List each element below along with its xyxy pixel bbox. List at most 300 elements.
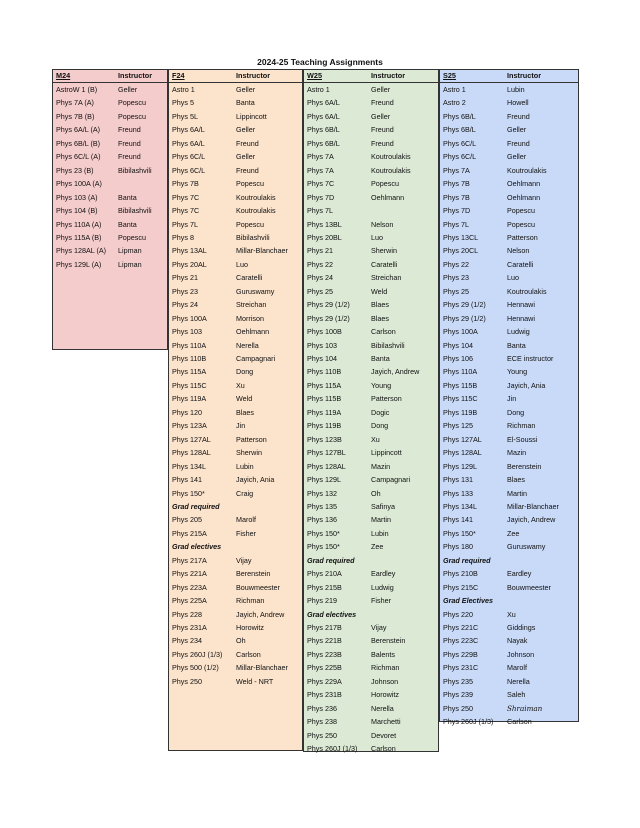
course-code: Phys 6A/L xyxy=(307,111,340,121)
course-code: Phys 250 xyxy=(307,730,337,740)
instructor-name: Popescu xyxy=(507,206,535,216)
course-code: Phys 7B xyxy=(443,192,470,202)
instructor-name: Campagnari xyxy=(236,354,276,363)
course-code: Phys 104 (B) xyxy=(56,206,98,216)
course-row xyxy=(304,298,438,312)
course-code: Phys 6A/L xyxy=(172,125,205,135)
instructor-name: Lippincott xyxy=(371,448,402,458)
instructor-name: Young xyxy=(371,380,392,390)
column-header xyxy=(169,70,302,83)
course-code: Phys 223A xyxy=(172,582,207,592)
instructor-name: Oehlmann xyxy=(236,327,270,337)
course-row xyxy=(440,365,578,379)
course-code: Phys 29 (1/2) xyxy=(443,300,486,310)
instructor-name: Freund xyxy=(118,125,141,135)
course-code: Phys 500 (1/2) xyxy=(172,663,219,673)
instructor-name: Luo xyxy=(236,259,248,269)
course-code: Phys 250 xyxy=(172,676,202,686)
section-label: Grad required xyxy=(307,555,355,565)
course-code: Phys 219 xyxy=(307,596,337,606)
instructor-name: Banta xyxy=(118,192,137,202)
course-row xyxy=(304,661,438,675)
instructor-name: Shraiman xyxy=(507,703,543,713)
course-row xyxy=(440,191,578,205)
course-code: Phys 120 xyxy=(172,407,202,417)
instructor-name: Mazin xyxy=(371,461,391,471)
instructor-name: Vijay xyxy=(236,555,252,565)
instructor-name: Geller xyxy=(507,125,527,135)
course-row xyxy=(304,406,438,420)
instructor-name: Millar-Blanchaer xyxy=(236,663,288,673)
course-row xyxy=(53,164,167,178)
course-code: Phys 7C xyxy=(307,179,335,189)
course-row xyxy=(169,204,302,218)
instructor-name: Ludwig xyxy=(507,327,530,337)
course-row xyxy=(169,513,302,527)
course-code: Astro 1 xyxy=(443,85,466,94)
course-row xyxy=(169,83,302,97)
course-row xyxy=(169,473,302,487)
course-row xyxy=(304,83,438,97)
instructor-name: Popescu xyxy=(118,98,146,108)
course-code: Phys 7B xyxy=(443,179,470,189)
course-code: Phys 29 (1/2) xyxy=(443,313,486,323)
course-code: Phys 134L xyxy=(172,461,206,471)
course-row xyxy=(53,137,167,151)
course-code: Phys 231A xyxy=(172,623,207,632)
course-row xyxy=(304,177,438,191)
course-row xyxy=(169,527,302,541)
course-row xyxy=(304,325,438,339)
instructor-name: Hennawi xyxy=(507,300,535,310)
instructor-name: Johnson xyxy=(371,676,399,686)
course-row xyxy=(304,446,438,460)
course-row xyxy=(304,419,438,433)
course-row xyxy=(53,191,167,205)
course-code: Phys 7B xyxy=(172,179,199,189)
course-code: Phys 129L xyxy=(443,461,477,471)
course-row xyxy=(169,244,302,258)
course-code: Phys 5 xyxy=(172,98,194,108)
course-code: Phys 29 (1/2) xyxy=(307,300,350,310)
course-code: Phys 110A xyxy=(443,367,478,377)
course-code: Phys 7D xyxy=(443,206,471,216)
course-row xyxy=(53,110,167,124)
instructor-name: Carlson xyxy=(371,327,396,337)
instructor-name: Streichan xyxy=(371,273,402,283)
instructor-name: Blaes xyxy=(371,313,389,323)
course-code: Phys 103 xyxy=(307,340,337,350)
course-code: Phys 7L xyxy=(172,219,198,229)
instructor-name: Fisher xyxy=(371,596,391,606)
course-code: Phys 24 xyxy=(307,273,333,283)
course-code: Phys 25 xyxy=(307,286,333,296)
course-row xyxy=(440,271,578,285)
course-code: Phys 134L xyxy=(443,501,477,511)
instructor-name: Freund xyxy=(236,138,259,148)
course-row xyxy=(440,715,578,729)
instructor-name: Marolf xyxy=(507,663,527,673)
instructor-name: Weld xyxy=(236,394,253,404)
instructor-name: Giddings xyxy=(507,623,536,632)
instructor-name: Vijay xyxy=(371,623,387,632)
instructor-name: Freund xyxy=(371,98,394,108)
course-row xyxy=(169,675,302,689)
course-code: Phys 228 xyxy=(172,609,202,619)
instructor-name: Koutroulakis xyxy=(236,206,276,216)
instructor-name: Freund xyxy=(507,111,530,121)
instructor-name: Caratelli xyxy=(236,273,263,283)
instructor-name: Oehlmann xyxy=(371,192,405,202)
instructor-name: Berenstein xyxy=(371,636,406,646)
instructor-name: Oehlmann xyxy=(507,179,541,189)
instructor-name: Berenstein xyxy=(507,461,542,471)
course-row xyxy=(169,110,302,124)
course-row xyxy=(169,446,302,460)
instructor-name: Martin xyxy=(371,515,391,525)
instructor-name: Freund xyxy=(371,125,394,135)
section-heading xyxy=(169,540,302,554)
instructor-name: Martin xyxy=(507,488,527,498)
instructor-name: Sherwin xyxy=(371,246,397,256)
course-row xyxy=(440,379,578,393)
course-row xyxy=(169,312,302,326)
course-row xyxy=(440,648,578,662)
course-row xyxy=(440,661,578,675)
course-code: Phys 215B xyxy=(307,582,342,592)
instructor-name: Weld - NRT xyxy=(236,676,274,686)
course-code: Phys 128AL (A) xyxy=(56,246,107,256)
instructor-name: Campagnari xyxy=(371,475,411,485)
course-row xyxy=(169,191,302,205)
course-code: Phys 22 xyxy=(443,259,469,269)
course-row xyxy=(440,123,578,137)
section-label: Grad required xyxy=(443,555,491,565)
course-code: Phys 210B xyxy=(443,569,478,579)
course-row xyxy=(169,433,302,447)
course-row xyxy=(440,513,578,527)
course-row xyxy=(304,675,438,689)
course-row xyxy=(440,244,578,258)
course-code: Phys 7A xyxy=(307,165,334,175)
course-code: Phys 22 xyxy=(307,259,333,269)
instructor-name: Richman xyxy=(236,596,265,606)
course-code: Phys 150* xyxy=(307,528,340,538)
course-row xyxy=(304,392,438,406)
course-row xyxy=(304,702,438,716)
course-row xyxy=(304,487,438,501)
instructor-name: Morrison xyxy=(236,313,264,323)
course-code: Phys 6B/L (B) xyxy=(56,138,101,148)
course-row xyxy=(304,365,438,379)
instructor-name: Bibilashvili xyxy=(118,165,152,175)
instructor-name: Horowitz xyxy=(371,690,399,700)
course-row xyxy=(440,298,578,312)
course-code: Phys 6C/L xyxy=(443,152,477,162)
course-code: Phys 110A xyxy=(172,340,207,350)
course-row xyxy=(440,527,578,541)
instructor-name: Luo xyxy=(371,232,383,242)
course-code: Phys 235 xyxy=(443,676,473,686)
course-row xyxy=(440,487,578,501)
course-row xyxy=(304,379,438,393)
course-row xyxy=(304,271,438,285)
course-code: Phys 229B xyxy=(443,649,478,659)
instructor-name: Xu xyxy=(507,609,516,619)
course-row xyxy=(53,218,167,232)
course-row xyxy=(53,150,167,164)
course-code: Phys 223B xyxy=(307,649,342,659)
course-code: Phys 217A xyxy=(172,555,207,565)
course-code: Phys 127AL xyxy=(172,434,211,444)
instructor-name: Jayich, Ania xyxy=(507,380,546,390)
course-row xyxy=(169,392,302,406)
course-row xyxy=(440,137,578,151)
course-row xyxy=(440,433,578,447)
course-code: Phys 6C/L xyxy=(443,138,477,148)
instructor-name: Lubin xyxy=(236,461,254,471)
course-row xyxy=(440,150,578,164)
course-row xyxy=(440,110,578,124)
instructor-name: Nelson xyxy=(507,246,530,256)
page-title: 2024-25 Teaching Assignments xyxy=(257,57,383,67)
course-row xyxy=(169,164,302,178)
term-label: F24 xyxy=(172,71,185,80)
course-code: Phys 225B xyxy=(307,663,342,673)
course-code: Phys 5L xyxy=(172,111,198,121)
instructor-name: Eardley xyxy=(507,569,532,579)
course-code: Phys 128AL xyxy=(307,461,346,471)
course-code: Phys 100A xyxy=(443,327,478,337)
instructor-name: Bibilashvili xyxy=(371,340,405,350)
instructor-name: Mazin xyxy=(507,448,527,458)
course-row xyxy=(304,460,438,474)
course-row xyxy=(304,191,438,205)
course-code: Phys 7L xyxy=(443,219,469,229)
term-label: M24 xyxy=(56,71,71,80)
course-row xyxy=(304,581,438,595)
course-row xyxy=(304,123,438,137)
course-code: Phys 129L (A) xyxy=(56,259,102,269)
course-code: Phys 100A xyxy=(172,313,207,323)
course-code: Phys 110A (A) xyxy=(56,219,102,229)
course-code: Phys 104 xyxy=(307,354,337,363)
course-row xyxy=(440,567,578,581)
term-column-f24 xyxy=(168,69,303,751)
instructor-name: Oh xyxy=(236,636,246,646)
section-heading xyxy=(304,554,438,568)
instructor-name: Caratelli xyxy=(507,259,534,269)
course-row xyxy=(304,742,438,756)
course-code: Phys 21 xyxy=(172,273,198,283)
course-row xyxy=(304,473,438,487)
instructor-name: Guruswamy xyxy=(236,286,275,296)
section-label: Grad Electives xyxy=(443,596,493,606)
instructor-name: Fisher xyxy=(236,528,256,538)
course-code: Phys 7A xyxy=(307,152,334,162)
instructor-name: Freund xyxy=(371,138,394,148)
term-label: S25 xyxy=(443,71,456,80)
course-row xyxy=(304,715,438,729)
course-row xyxy=(169,285,302,299)
instructor-name: Carlson xyxy=(371,744,396,754)
instructor-name: Millar-Blanchaer xyxy=(507,501,559,511)
course-code: Phys 7L xyxy=(307,206,333,216)
course-code: Phys 8 xyxy=(172,232,194,242)
course-row xyxy=(304,648,438,662)
instructor-name: Geller xyxy=(507,152,527,162)
course-code: Phys 24 xyxy=(172,300,198,310)
instructor-name: Popescu xyxy=(118,232,146,242)
course-row xyxy=(440,702,578,716)
course-row xyxy=(440,621,578,635)
course-row xyxy=(169,123,302,137)
instructor-name: Hennawi xyxy=(507,313,535,323)
course-row xyxy=(53,177,167,191)
course-code: Phys 119A xyxy=(307,407,342,417)
course-code: Phys 115A xyxy=(307,380,342,390)
instructor-name: Luo xyxy=(507,273,519,283)
course-row xyxy=(169,487,302,501)
instructor-name: Safinya xyxy=(371,501,395,511)
instructor-name: Lubin xyxy=(371,528,389,538)
course-row xyxy=(169,460,302,474)
course-code: Phys 23 xyxy=(443,273,469,283)
course-row xyxy=(440,96,578,110)
course-row xyxy=(304,352,438,366)
course-row xyxy=(304,527,438,541)
course-code: Phys 128AL xyxy=(172,448,211,458)
term-column-s25 xyxy=(439,69,579,727)
course-code: Phys 25 xyxy=(443,286,469,296)
course-row xyxy=(169,608,302,622)
course-row xyxy=(304,513,438,527)
instructor-name: Young xyxy=(507,367,528,377)
course-row xyxy=(169,231,302,245)
instructor-name: Patterson xyxy=(371,394,402,404)
instructor-name: Patterson xyxy=(236,434,267,444)
course-row xyxy=(304,339,438,353)
course-row xyxy=(304,312,438,326)
course-row xyxy=(440,258,578,272)
course-row xyxy=(440,312,578,326)
course-code: Phys 221A xyxy=(172,569,207,579)
course-row xyxy=(169,325,302,339)
instructor-name: Bibilashvili xyxy=(236,232,270,242)
section-heading xyxy=(440,594,578,608)
instructor-header: Instructor xyxy=(507,71,542,80)
instructor-name: Freund xyxy=(118,138,141,148)
instructor-name: Lubin xyxy=(507,85,525,94)
course-row xyxy=(53,204,167,218)
instructor-name: Geller xyxy=(236,85,256,94)
course-code: Phys 6A/L xyxy=(307,98,340,108)
course-code: Phys 20BL xyxy=(307,232,342,242)
course-code: Phys 133 xyxy=(443,488,473,498)
course-code: Phys 7A xyxy=(443,165,470,175)
course-row xyxy=(169,150,302,164)
course-row xyxy=(53,123,167,137)
instructor-name: Marolf xyxy=(236,515,256,525)
course-row xyxy=(304,729,438,743)
course-code: Phys 6C/L xyxy=(172,165,206,175)
course-row xyxy=(304,204,438,218)
course-code: Phys 115A (B) xyxy=(56,232,102,242)
course-code: Phys 180 xyxy=(443,542,473,552)
course-code: Phys 103 xyxy=(172,327,202,337)
instructor-name: Dogic xyxy=(371,407,390,417)
course-code: Phys 115B xyxy=(307,394,342,404)
course-row xyxy=(169,298,302,312)
course-row xyxy=(440,540,578,554)
course-code: Phys 7A (A) xyxy=(56,98,94,108)
course-code: Phys 21 xyxy=(307,246,333,256)
section-label: Grad electives xyxy=(172,542,222,552)
instructor-name: Popescu xyxy=(118,111,146,121)
instructor-name: Nerella xyxy=(236,340,259,350)
course-row xyxy=(53,96,167,110)
course-code: Phys 13CL xyxy=(443,232,479,242)
course-code: Phys 231B xyxy=(307,690,342,700)
course-code: Phys 229A xyxy=(307,676,342,686)
instructor-name: Nerella xyxy=(371,703,394,713)
term-label: W25 xyxy=(307,71,323,80)
course-row xyxy=(440,688,578,702)
course-row xyxy=(169,406,302,420)
column-header xyxy=(53,70,167,83)
instructor-name: Nelson xyxy=(371,219,394,229)
course-code: Phys 7C xyxy=(172,206,200,216)
instructor-name: Banta xyxy=(507,340,526,350)
course-row xyxy=(440,608,578,622)
instructor-name: Blaes xyxy=(371,300,389,310)
instructor-name: Richman xyxy=(371,663,400,673)
course-code: Phys 260J (1/3) xyxy=(443,717,494,727)
instructor-header: Instructor xyxy=(371,71,406,80)
course-row xyxy=(304,258,438,272)
instructor-name: Freund xyxy=(118,152,141,162)
instructor-name: Dong xyxy=(507,407,525,417)
course-code: Phys 221C xyxy=(443,623,479,632)
course-code: Phys 217B xyxy=(307,623,342,632)
course-row xyxy=(440,339,578,353)
course-code: Phys 115B xyxy=(443,380,478,390)
course-code: Phys 115A xyxy=(172,367,207,377)
course-code: Phys 220 xyxy=(443,609,473,619)
instructor-name: Geller xyxy=(236,125,256,135)
course-code: Phys 119A xyxy=(172,394,207,404)
course-code: Phys 136 xyxy=(307,515,337,525)
instructor-name: Weld xyxy=(371,286,388,296)
course-row xyxy=(304,500,438,514)
course-code: Phys 100A (A) xyxy=(56,179,102,189)
instructor-name: Jayich, Andrew xyxy=(507,515,556,525)
instructor-name: Popescu xyxy=(507,219,535,229)
instructor-name: Popescu xyxy=(236,219,264,229)
instructor-name: Freund xyxy=(236,165,259,175)
instructor-name: Bouwmeester xyxy=(507,582,551,592)
course-code: AstroW 1 (B) xyxy=(56,85,98,94)
course-code: Phys 23 xyxy=(172,286,198,296)
course-code: Phys 238 xyxy=(307,717,337,727)
course-row xyxy=(304,567,438,581)
course-code: Phys 225A xyxy=(172,596,207,606)
course-code: Phys 7B (B) xyxy=(56,111,95,121)
course-code: Astro 1 xyxy=(172,85,195,94)
course-row xyxy=(440,392,578,406)
course-code: Phys 150* xyxy=(443,528,476,538)
course-code: Phys 127BL xyxy=(307,448,346,458)
